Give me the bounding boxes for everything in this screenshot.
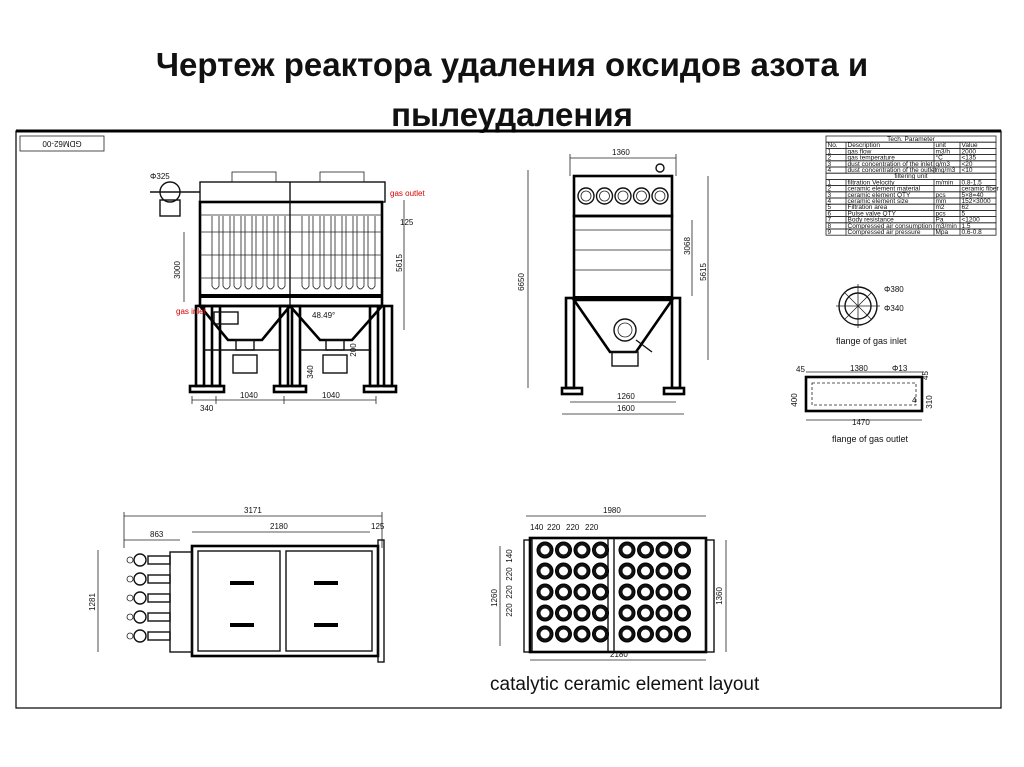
tech-table-cell: Pa (935, 216, 944, 224)
tech-parameter-table (826, 136, 1000, 236)
flange-outlet-frame (806, 377, 922, 411)
tech-table-cell: ceramic element QTY (847, 191, 911, 199)
front-leg-3 (370, 306, 378, 386)
layout-dim-v140: 140 (505, 549, 514, 563)
tech-table-cell: 5 (961, 210, 966, 218)
dim-3000: 3000 (173, 261, 182, 279)
tech-table-cell: 5×8=40 (961, 191, 984, 199)
tech-table-cell: 5 (827, 204, 832, 212)
layout-caption: catalytic ceramic element layout (490, 674, 760, 695)
dim-1040-b: 1040 (322, 391, 340, 400)
tech-table-cell: 6 (827, 210, 832, 218)
tech-table-cell: 8 (827, 222, 832, 230)
tech-table-cell: Compressed air pressure (847, 229, 921, 236)
tech-table-cell: 7 (827, 216, 832, 224)
flange-inlet-dia-b: Φ340 (884, 304, 904, 313)
flange-outlet-phi13: Φ13 (892, 364, 908, 373)
tech-table-cell: 4 (827, 167, 832, 174)
tech-table-cell: 3 (827, 160, 832, 168)
gas-inlet-label: gas inlet (176, 307, 206, 316)
tech-table-cell: Pulse valve QTY (847, 210, 896, 218)
front-leg-1 (196, 306, 204, 386)
front-body (200, 202, 382, 306)
tech-table-cell: pcs (935, 191, 946, 199)
stamp-text: GDM62-00 (42, 139, 82, 148)
layout-dim-2180: 2180 (610, 650, 628, 659)
tech-table-cell: gas temperature (847, 154, 895, 162)
tech-table-cell: m2 (935, 204, 945, 212)
flange-outlet-400: 400 (790, 393, 799, 407)
tech-table-cell: Description (847, 142, 881, 150)
side-hopper (574, 300, 672, 352)
layout-dim-1360: 1360 (715, 587, 724, 605)
tech-table-cell: unit (935, 142, 946, 150)
side-inlet-circle (614, 319, 636, 341)
side-top-box (574, 176, 672, 216)
plan-valve (134, 611, 146, 623)
tech-table-cell: 9 (827, 229, 832, 236)
plan-dim-1281: 1281 (88, 593, 97, 611)
tech-table-cell: 4 (827, 198, 832, 205)
dim-6650: 6650 (517, 273, 526, 291)
tech-table-cell: gas flow (847, 148, 872, 156)
tech-table-title: Tech. Parameter (887, 136, 935, 143)
plan-dim-125: 125 (371, 522, 385, 531)
tech-table-cell: <1200 (961, 216, 980, 224)
dim-340-side: 340 (306, 365, 315, 379)
dim-angle: 48.49° (312, 311, 336, 320)
plan-dim-3171: 3171 (244, 506, 262, 515)
front-view (150, 172, 425, 413)
tech-table-cell: ceramic element material (847, 185, 921, 193)
plan-valve (134, 592, 146, 604)
tech-table-cell: <10 (961, 167, 973, 174)
tech-table-cell: pcs (935, 210, 946, 218)
layout-dim-v220-c: 220 (505, 603, 514, 617)
flange-outlet-1470: 1470 (852, 418, 870, 427)
tech-table-cell: m/min (935, 179, 954, 187)
plan-valve (134, 630, 146, 642)
tech-table-cell: Value (961, 142, 978, 150)
layout-dim-220-c: 220 (585, 523, 599, 532)
side-pulse-valves (578, 188, 668, 204)
flange-outlet-label: flange of gas outlet (832, 434, 909, 444)
dim-1040-a: 1040 (240, 391, 258, 400)
tech-table-cell: g/m3 (935, 160, 950, 168)
front-top-header (200, 182, 385, 202)
pulse-valve-circle (634, 188, 650, 204)
flange-outlet-45-r: 45 (921, 371, 930, 380)
layout-dim-220-a: 220 (547, 523, 561, 532)
dim-1360: 1360 (612, 148, 630, 157)
tech-table-cell: 2000 (961, 148, 976, 156)
front-hopper-right (290, 306, 382, 340)
tech-table-cell: 152×3000 (961, 198, 991, 205)
tech-table-cell: dust concentration of the inlet (847, 160, 933, 168)
flange-outlet-1380: 1380 (850, 364, 868, 373)
pulse-valve-circle (578, 188, 594, 204)
plan-header-pipe (170, 552, 192, 652)
tech-table-section: filtering unit (894, 173, 928, 181)
dim-125: 125 (400, 218, 414, 227)
plan-view (88, 506, 385, 662)
tech-table-cell: Filtration area (847, 204, 888, 212)
plan-dim-863: 863 (150, 530, 164, 539)
tech-table-cell: 0.6-0.8 (961, 229, 982, 236)
tech-table-cell: No. (827, 142, 838, 150)
tech-table-cell: mg/m3 (935, 167, 956, 174)
flange-inlet-dia-a: Φ380 (884, 285, 904, 294)
tech-table-cell: dust concentration of the outlet (847, 167, 937, 174)
flange-of-gas-outlet (790, 364, 934, 444)
plan-valve (134, 554, 146, 566)
pulse-valve-circle (652, 188, 668, 204)
tech-table-cell: mm (935, 198, 947, 205)
front-leg-2 (280, 306, 288, 386)
dim-5615-side: 5615 (699, 263, 708, 281)
tech-table-cell: m3/min (935, 222, 957, 230)
tech-table-cell: 2 (827, 154, 832, 162)
tech-table-cell: filtration Velocity (847, 179, 895, 187)
tech-table-cell: <135 (961, 154, 977, 162)
layout-dim-v220-a: 220 (505, 567, 514, 581)
flange-outlet-4: 4 (912, 396, 917, 405)
tech-table-cell: <20 (961, 160, 973, 168)
ceramic-element-layout (490, 506, 760, 695)
tech-table-cell: 62 (961, 204, 969, 212)
flange-outlet-310: 310 (925, 395, 934, 409)
dim-3068: 3068 (683, 237, 692, 255)
layout-dim-220-b: 220 (566, 523, 580, 532)
dim-200: 200 (349, 343, 358, 357)
tech-table-cell: 1 (827, 148, 832, 156)
tech-table-cell: Body resistance (847, 216, 894, 224)
flange-of-gas-inlet (836, 284, 907, 346)
tech-table-cell: 1.5 (961, 222, 971, 230)
dim-340: 340 (200, 404, 214, 413)
plan-valve (134, 573, 146, 585)
tech-table-cell: ceramic element size (847, 198, 909, 205)
tech-table-cell: Mpa (935, 229, 949, 236)
dim-5615: 5615 (395, 254, 404, 272)
layout-dim-1260: 1260 (490, 589, 499, 607)
flange-outlet-45-l: 45 (796, 365, 805, 374)
pipe-diameter-label: Φ325 (150, 172, 170, 181)
dim-1600: 1600 (617, 404, 635, 413)
tech-table-cell: 1 (827, 179, 832, 187)
flange-inlet-label: flange of gas inlet (836, 336, 907, 346)
tech-table-cell: ceramic fiber (961, 185, 999, 193)
tech-table-cell: 3 (827, 191, 832, 199)
tech-table-cell: Compressed air consumption (847, 222, 933, 230)
layout-dim-v220-b: 220 (505, 585, 514, 599)
dim-1260: 1260 (617, 392, 635, 401)
layout-dim-1980: 1980 (603, 506, 621, 515)
pulse-valve-circle (615, 188, 631, 204)
tech-table-cell: 2 (827, 185, 832, 193)
tech-table-cell: 0.8-1.5 (961, 179, 982, 187)
side-view (517, 148, 708, 414)
slide-title-line2: пылеудаления (391, 96, 633, 133)
layout-dim-140: 140 (530, 523, 544, 532)
pulse-valve-circle (597, 188, 613, 204)
plan-pulse-valves (127, 554, 170, 642)
slide-title-line1: Чертеж реактора удаления оксидов азота и (155, 46, 869, 83)
plan-body (192, 546, 378, 656)
tech-table-cell: °C (935, 154, 943, 162)
tech-table-cell: m3/h (935, 148, 950, 156)
plan-dim-2180: 2180 (270, 522, 288, 531)
side-body (574, 216, 672, 298)
gas-outlet-label: gas outlet (390, 189, 425, 198)
